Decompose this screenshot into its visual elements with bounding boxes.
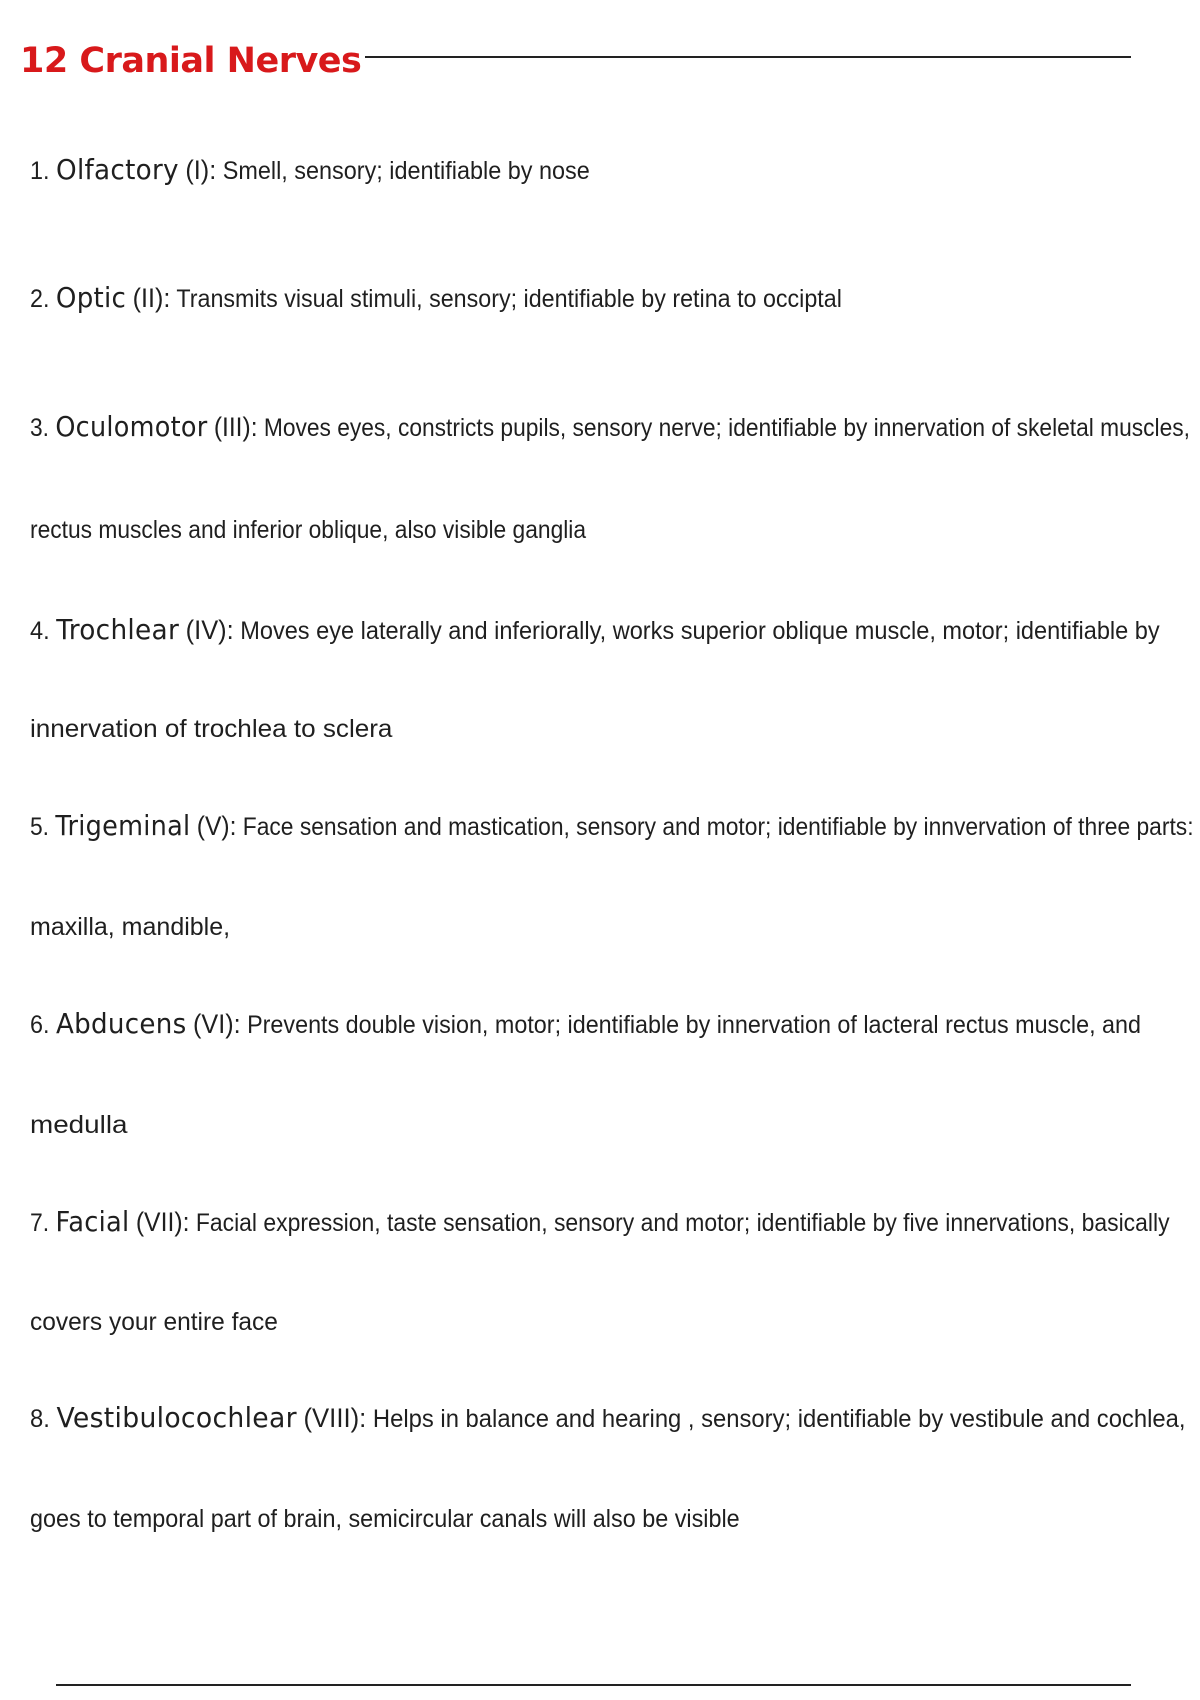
nerve-continuation-line: medulla <box>30 1111 128 1139</box>
nerve-description: Moves eye laterally and inferiorally, works superior oblique muscle, motor; identifiable by <box>240 617 1160 645</box>
nerve-continuation-line: innervation of trochlea to sclera <box>30 715 393 743</box>
nerve-number: 4. <box>30 617 50 645</box>
nerve-description: Prevents double vision, motor; identifiable by innervation of lacteral rectus muscle, and <box>247 1011 1141 1039</box>
nerve-entry-line <box>30 410 1190 443</box>
nerve-roman-numeral: (VIII): <box>303 1403 367 1433</box>
nerve-roman-numeral: (II): <box>132 283 171 313</box>
document-title: 12 Cranial Nerves <box>20 44 365 79</box>
nerve-roman-numeral: (VI): <box>192 1009 241 1039</box>
nerve-number: 3. <box>30 414 49 442</box>
nerve-number: 6. <box>30 1011 50 1039</box>
nerve-description: Facial expression, taste sensation, sensory and motor; identifiable by five innervations, basically <box>195 1209 1170 1237</box>
nerve-number: 8. <box>30 1405 50 1433</box>
nerve-entry-line <box>30 809 1194 842</box>
nerve-entry-line <box>30 1205 1170 1238</box>
nerve-roman-numeral: (VII): <box>135 1207 190 1237</box>
nerve-entry-line <box>30 1401 1186 1434</box>
nerve-description: Smell, sensory; identifiable by nose <box>222 157 590 185</box>
nerve-name: Oculomotor <box>55 410 208 443</box>
nerve-description: Transmits visual stimuli, sensory; identifiable by retina to occiptal <box>176 285 842 313</box>
nerve-description: Face sensation and mastication, sensory and motor; identifiable by innvervation of three parts: <box>242 813 1194 841</box>
nerve-entry-line <box>30 1007 1141 1040</box>
nerve-description: Moves eyes, constricts pupils, sensory nerve; identifiable by innervation of skeletal muscles, <box>263 414 1190 442</box>
nerve-number: 5. <box>30 813 50 841</box>
nerve-number: 2. <box>30 285 50 313</box>
nerve-name: Abducens <box>55 1007 187 1040</box>
nerve-entry-line <box>30 281 842 314</box>
nerve-name: Vestibulocochlear <box>56 1401 297 1434</box>
nerve-roman-numeral: (I): <box>185 155 217 185</box>
nerve-name: Facial <box>55 1205 130 1238</box>
nerve-number: 7. <box>30 1209 50 1237</box>
nerve-continuation-line: goes to temporal part of brain, semicircular canals will also be visible <box>30 1505 740 1533</box>
nerve-continuation-line: maxilla, mandible, <box>30 913 231 941</box>
nerve-roman-numeral: (V): <box>196 811 237 841</box>
nerve-continuation-line: rectus muscles and inferior oblique, also visible ganglia <box>30 516 587 544</box>
nerve-roman-numeral: (IV): <box>185 615 234 645</box>
nerve-name: Trochlear <box>56 613 180 646</box>
nerve-continuation-line: covers your entire face <box>30 1308 278 1336</box>
nerve-entry-line <box>30 153 590 186</box>
footer-rule <box>56 1684 1131 1686</box>
nerve-name: Olfactory <box>56 153 179 186</box>
nerve-name: Optic <box>55 281 127 314</box>
nerve-name: Trigeminal <box>55 809 191 842</box>
nerve-number: 1. <box>30 157 50 185</box>
nerve-description: Helps in balance and hearing , sensory; identifiable by vestibule and cochlea, <box>372 1405 1186 1433</box>
nerve-entry-line <box>30 613 1160 646</box>
nerve-roman-numeral: (III): <box>213 412 258 442</box>
